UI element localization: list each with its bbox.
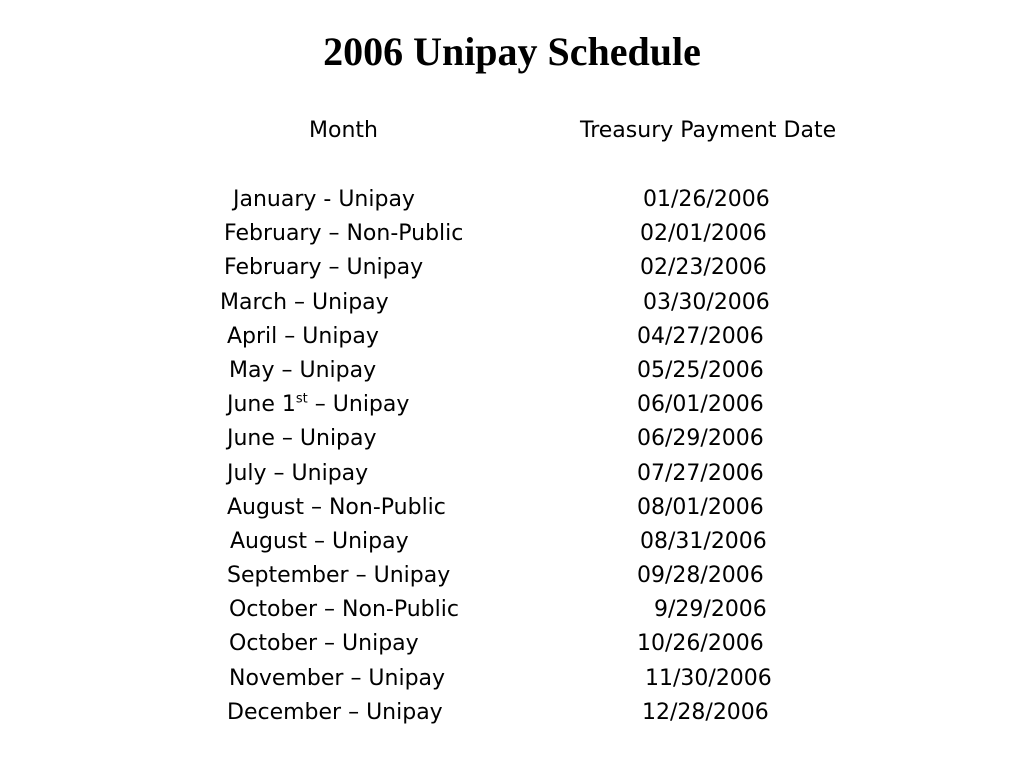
date-cell: 03/30/2006 — [643, 289, 770, 315]
date-cell: 11/30/2006 — [645, 665, 772, 691]
month-text: June 1 — [227, 392, 296, 418]
column-header-payment-date: Treasury Payment Date — [580, 118, 837, 143]
date-cell: 09/28/2006 — [637, 563, 764, 589]
table-row — [0, 252, 1024, 286]
page-title: 2006 Unipay Schedule — [323, 29, 701, 74]
date-cell: 12/28/2006 — [642, 699, 769, 725]
month-cell: August – Non-Public — [227, 494, 446, 520]
month-cell: February – Non-Public — [224, 221, 464, 247]
table-row — [0, 663, 1024, 697]
date-cell: 06/29/2006 — [637, 426, 764, 452]
table-row — [0, 458, 1024, 492]
month-cell: May – Unipay — [229, 357, 377, 383]
date-cell: 02/01/2006 — [640, 221, 767, 247]
date-cell: 01/26/2006 — [643, 187, 770, 212]
table-row — [0, 594, 1024, 628]
table-row — [0, 492, 1024, 526]
table-row — [0, 423, 1024, 457]
month-cell: July – Unipay — [227, 460, 369, 486]
table-row — [0, 355, 1024, 389]
month-cell: June – Unipay — [227, 426, 377, 452]
date-cell: 06/01/2006 — [637, 392, 764, 418]
schedule-table — [0, 184, 1024, 731]
date-cell: 08/01/2006 — [637, 494, 764, 520]
month-cell: March – Unipay — [220, 289, 389, 315]
month-cell: September – Unipay — [227, 563, 451, 589]
table-row — [0, 389, 1024, 423]
month-cell: November – Unipay — [229, 665, 446, 691]
month-cell: August – Unipay — [230, 528, 409, 554]
month-cell: January - Unipay — [233, 187, 415, 212]
date-cell: 9/29/2006 — [654, 597, 767, 623]
ordinal-suffix: st — [295, 391, 308, 407]
date-cell: 02/23/2006 — [640, 255, 767, 281]
month-cell: December – Unipay — [227, 699, 443, 725]
table-row — [0, 321, 1024, 355]
table-row — [0, 560, 1024, 594]
date-cell: 05/25/2006 — [637, 357, 764, 383]
column-header-month: Month — [309, 118, 378, 143]
date-cell: 10/26/2006 — [637, 631, 764, 657]
date-cell: 07/27/2006 — [637, 460, 764, 486]
month-cell: April – Unipay — [227, 323, 379, 349]
month-cell: February – Unipay — [224, 255, 424, 281]
month-cell — [227, 389, 409, 421]
table-row — [0, 218, 1024, 252]
table-row — [0, 526, 1024, 560]
date-cell: 04/27/2006 — [637, 323, 764, 349]
table-row — [0, 697, 1024, 731]
date-cell: 08/31/2006 — [640, 528, 767, 554]
month-cell: October – Unipay — [229, 631, 419, 657]
month-text: – Unipay — [307, 392, 410, 418]
table-row — [0, 287, 1024, 321]
month-cell: October – Non-Public — [229, 597, 459, 623]
table-row — [0, 628, 1024, 662]
table-row — [0, 184, 1024, 218]
